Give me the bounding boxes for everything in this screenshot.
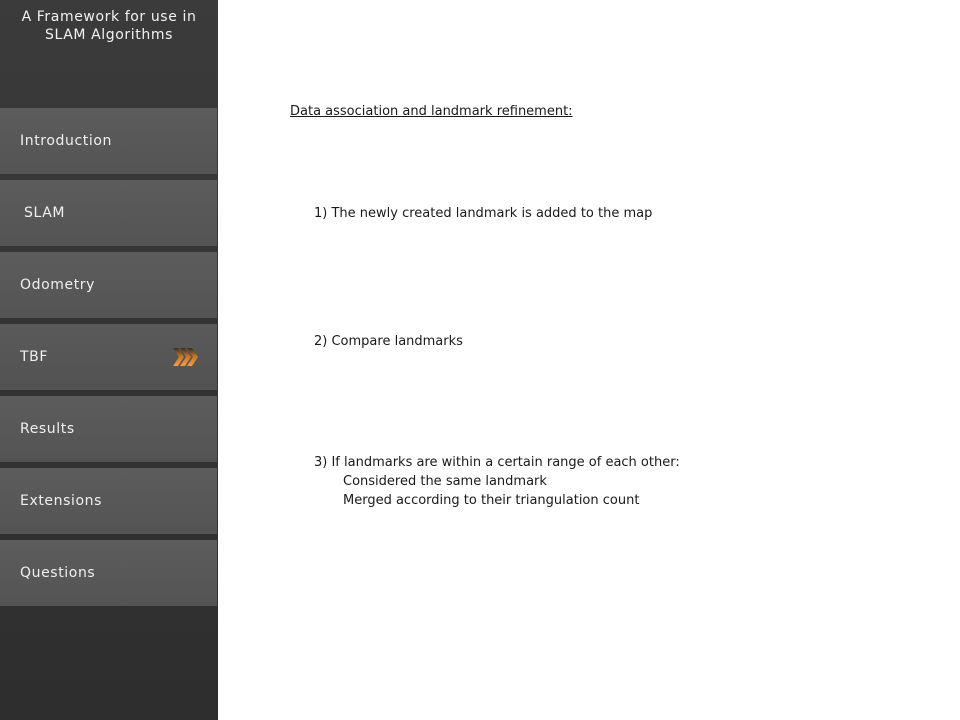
title-line-2: SLAM Algorithms [45, 27, 173, 43]
sidebar-item-slam[interactable] [0, 180, 217, 246]
sidebar-nav [0, 0, 218, 720]
slide-point-3-sub-1: Considered the same landmark [343, 474, 547, 489]
title-line-1: A Framework for use in [21, 9, 197, 25]
sidebar-item-label: SLAM [24, 205, 66, 221]
slide-content [218, 0, 960, 720]
sidebar-item-label: TBF [20, 349, 49, 365]
sidebar-item-label: Results [20, 421, 75, 437]
slide-heading: Data association and landmark refinement: [290, 104, 573, 119]
sidebar-item-label: Introduction [20, 133, 112, 149]
sidebar-item-label: Extensions [20, 493, 103, 509]
slide-point-2: 2) Compare landmarks [314, 334, 463, 349]
sidebar-item-label: Questions [20, 565, 96, 581]
sidebar-item-introduction[interactable] [0, 108, 217, 174]
presentation-title [0, 8, 218, 44]
slide-point-3: 3) If landmarks are within a certain range of each other: [314, 455, 680, 470]
sidebar-item-label: Odometry [20, 277, 96, 293]
slide-point-1: 1) The newly created landmark is added to the map [314, 206, 653, 221]
sidebar-item-odometry[interactable] [0, 252, 217, 318]
sidebar-item-questions[interactable] [0, 540, 217, 606]
slide-point-3-sub-2: Merged according to their triangulation count [343, 493, 640, 508]
triple-chevron-right-icon [172, 347, 200, 367]
sidebar-item-tbf[interactable] [0, 324, 217, 390]
sidebar-item-results[interactable] [0, 396, 217, 462]
sidebar-item-extensions[interactable] [0, 468, 217, 534]
